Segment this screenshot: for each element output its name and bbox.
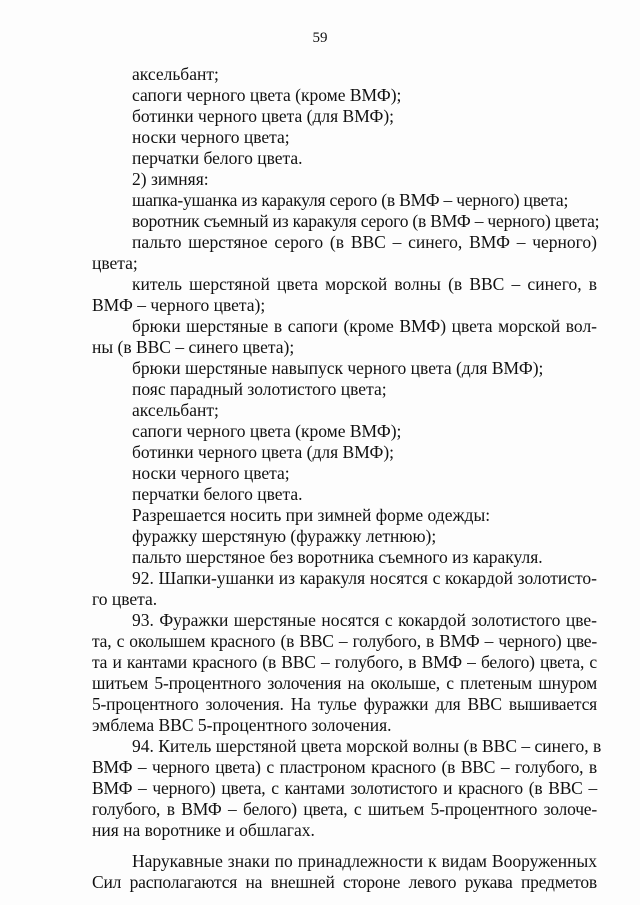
text-line: эмблема ВВС 5-процентного золочения. bbox=[92, 715, 392, 735]
text-line: 2) зимняя: bbox=[132, 169, 209, 189]
text-line: ВМФ – черного цвета); bbox=[92, 295, 266, 315]
text-line: ния на воротнике и обшлагах. bbox=[92, 820, 315, 840]
text-line: воротник съемный из каракуля серого (в ВМФ – черного) цвета; bbox=[132, 211, 600, 231]
text-line: брюки шерстяные в сапоги (кроме ВМФ) цвета морской вол- bbox=[132, 316, 597, 336]
text-line: носки черного цвета; bbox=[132, 127, 290, 147]
text-line: ботинки черного цвета (для ВМФ); bbox=[132, 442, 395, 462]
text-line: сапоги черного цвета (кроме ВМФ); bbox=[132, 421, 402, 441]
text-line: перчатки белого цвета. bbox=[132, 148, 303, 168]
text-line: пояс парадный золотистого цвета; bbox=[132, 379, 387, 399]
text-line: та, с околышем красного (в ВВС – голубого, в ВМФ – черного) цве- bbox=[92, 631, 597, 651]
text-line: 94. Китель шерстяной цвета морской волны (в ВВС – синего, в bbox=[132, 736, 602, 756]
text-line: го цвета. bbox=[92, 589, 158, 609]
text-line: Нарукавные знаки по принадлежности к видам Вооруженных bbox=[132, 851, 597, 871]
text-line: цвета; bbox=[92, 253, 138, 273]
text-line: ВМФ – черного) цвета, с кантами золотистого и красного (в ВВС – bbox=[92, 778, 597, 798]
page-number: 59 bbox=[312, 30, 328, 46]
text-line: та и кантами красного (в ВВС – голубого, в ВМФ – белого) цвета, с bbox=[92, 652, 597, 672]
text-line: фуражку шерстяную (фуражку летнюю); bbox=[132, 526, 437, 546]
text-line: голубого, в ВМФ – белого) цвета, с шитьем 5-процентного золоче- bbox=[92, 799, 597, 819]
text-line: 92. Шапки-ушанки из каракуля носятся с кокардой золотисто- bbox=[132, 568, 597, 588]
text-line: сапоги черного цвета (кроме ВМФ); bbox=[132, 85, 402, 105]
text-line: пальто шерстяное серого (в ВВС – синего, ВМФ – черного) bbox=[132, 232, 597, 252]
text-line: пальто шерстяное без воротника съемного из каракуля. bbox=[132, 547, 543, 567]
text-line: аксельбант; bbox=[132, 64, 219, 84]
text-line: ны (в ВВС – синего цвета); bbox=[92, 337, 295, 357]
text-line: носки черного цвета; bbox=[132, 463, 290, 483]
text-line: китель шерстяной цвета морской волны (в ВВС – синего, в bbox=[132, 274, 597, 294]
text-line: шитьем 5-процентного золочения на околыше, с плетеным шнуром bbox=[92, 673, 597, 693]
text-line: 93. Фуражки шерстяные носятся с кокардой золотистого цве- bbox=[132, 610, 597, 630]
text-line: ВМФ – черного цвета) с пластроном красного (в ВВС – голубого, в bbox=[92, 757, 597, 777]
text-line: ботинки черного цвета (для ВМФ); bbox=[132, 106, 395, 126]
text-line: аксельбант; bbox=[132, 400, 219, 420]
text-line: Сил располагаются на внешней стороне левого рукава предметов bbox=[92, 872, 597, 892]
text-line: шапка-ушанка из каракуля серого (в ВМФ – черного) цвета; bbox=[132, 190, 569, 210]
text-line: перчатки белого цвета. bbox=[132, 484, 303, 504]
text-line: брюки шерстяные навыпуск черного цвета (для ВМФ); bbox=[132, 358, 544, 378]
text-line: Разрешается носить при зимней форме одежды: bbox=[132, 505, 491, 525]
text-line: 5-процентного золочения. На тулье фуражки для ВВС вышивается bbox=[92, 694, 597, 714]
